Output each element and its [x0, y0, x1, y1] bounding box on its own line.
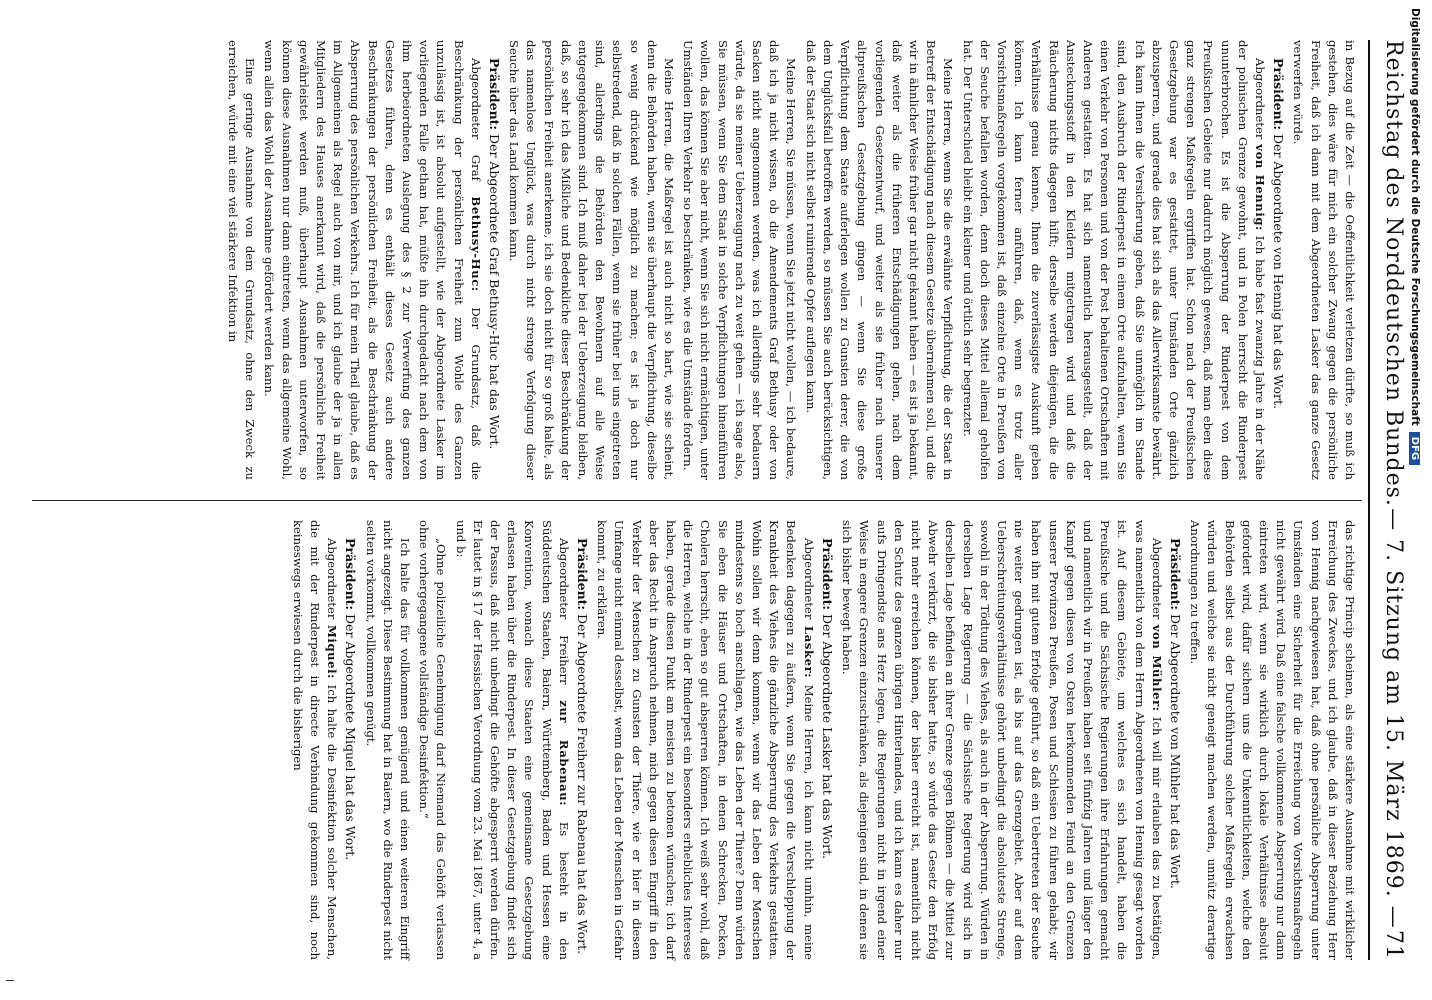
paragraph	[593, 520, 817, 960]
paragraph	[289, 520, 341, 960]
speaker-heading	[1167, 520, 1184, 960]
speaker-title: Abgeordneter Freiherr	[556, 538, 571, 685]
paragraph-text: Es besteht in den Süddeutschen Staaten, Baiern, Württemberg, Baden und Hessen eine Konvention, wonach diese Staaten eine gemeinsame Gesetzgebung erlassen haben über die Rinderpest. In dieser Gesetzgebung findet sich der Passus, daß nicht unbedingt die Gehöfte abgesperrt werden dürfen. Er lautet in § 17 der Hessischen Verordnung vom 23. Mai 1867, unter 4, a und b:	[453, 520, 571, 960]
paragraph	[679, 40, 799, 480]
heading-text: Der Abgeordnete Miquel hat das Wort.	[343, 614, 359, 861]
heading-text: Der Abgeordnete Freiherr zur Rabenau hat das Wort.	[575, 614, 591, 955]
right-column	[287, 520, 1358, 960]
speaker-heading	[342, 520, 359, 960]
paragraph-text: Meine Herren, die Maßregel ist auch nicht so hart, wie sie scheint, denn die Behörden haben, wenn sie überhaupt die Verpflichtung, dieselbe so wenig drückend wie möglich zu machen; es ist ja doch nur selbstredend, daß in solchen Fällen, wenn sie früher bei uns eingetreten sind, allerdings die Behörden den Bewohnern auf alle Weise entgegengekommen sind. Ich muß daher bei der Ueberzeugung bleiben, daß, so sehr ich das Mißliche und Bedenkliche dieser Beschränkung der persönlichen Freiheit anerkenne, ich sie doch nicht für so groß halte, als das namenlose Unglück, was durch nicht strenge Verfolgung dieser Seuche über das Land kommen kann.	[507, 40, 677, 480]
paragraph	[838, 520, 1165, 960]
paragraph	[958, 40, 1268, 480]
paragraph-text: Ich halte das für vollkommen genügend und einen weiteren Eingriff nicht angezeigt. Diese Bestimmung hat in Baiern, wo die Rinderpest nicht selten vorkommt, vollkommen genügt.	[363, 520, 413, 960]
heading-text: Der Abgeordnete Graf Bethusy-Huc hat das Wort.	[487, 134, 503, 450]
speaker-title: Abgeordneter	[801, 538, 816, 620]
paragraph	[802, 40, 957, 480]
heading-label: Präsident:	[343, 538, 359, 611]
header-rule	[1368, 40, 1370, 960]
speaker-heading	[574, 520, 591, 960]
paragraph-text: „Ohne polizeiliche Genehmigung darf Niemand das Gehöft verlassen ohne vorhergegangene vollständige Desinfektion.“	[417, 520, 449, 960]
dfg-logo: DFG	[1410, 432, 1421, 465]
paragraph-text: das richtige Princip scheinen, als eine stärkere Ausnahme mit wirklicher Erreichung des Zweckes, und ich glaube, daß in dieser Beziehung Herr von Hennig nachgewiesen hat, daß ohne persönliche Absperrung unter Umständen eine Sicherheit für die Erreichung von Vorsichtsmaßregeln nicht gewährt wird. Daß eine falsche vollkommene Absperrung nur dann eintreten wird, wenn sie wirklich durch lokale Verhältnisse absolut gefordert wird, dafür sichern uns die Unkenntlichkeiten, welche den Behörden selbst aus der Durchführung solcher Maßregeln erwachsen würden und welche sie nicht geneigt machen werden, unnütz derartige Anordnungen zu treffen.	[1188, 520, 1357, 960]
speaker-name: Bethusy-Huc:	[468, 196, 483, 292]
speaker-name: Lasker:	[801, 626, 816, 679]
paragraph-text: Eine geringe Ausnahme von dem Grundsatz, ohne den Zweck zu erreichen, würde mit eine viel stärkere Infektion in	[226, 40, 258, 480]
speaker-heading	[819, 520, 836, 960]
column-divider	[32, 500, 1362, 501]
speaker-title: Abgeordneter	[1252, 58, 1267, 140]
speaker-name: von Mühler:	[1149, 624, 1164, 712]
header-left-title: Reichstag des Norddeutschen Bundes.	[1381, 40, 1407, 507]
speaker-name: Miquel:	[325, 625, 340, 680]
speaker-title: Abgeordneter	[1149, 538, 1164, 620]
header-center-title: — 7. Sitzung am 15. März 1869. —	[1381, 508, 1407, 929]
speaker-heading	[1270, 40, 1287, 480]
paragraph-text: Ich halte die Desinfektion solcher Menschen, die mit der Rinderpest in directe Verbindung gekommen sind, noch keineswegs erwiesen durch die bisherigen	[290, 520, 340, 961]
heading-label: Präsident:	[487, 58, 503, 131]
paragraph	[415, 520, 449, 960]
heading-text: Der Abgeordnete von Hennig hat das Wort.	[1271, 134, 1287, 409]
speaker-title: Abgeordneter	[325, 538, 340, 620]
left-column	[222, 40, 1358, 480]
paragraph-text: Der Grundsatz, daß die Beschränkung der persönlichen Freiheit zum Wohle des Ganzen unzulässig ist, ist absolut aufgestellt, wie der Abgeordnete Lasker im vorliegenden Falle gethan hat, müßte ihn durchgedacht nach dem von ihm herbeiordneten Auslegung des § 2 zur Verwerfung des ganzen Gesetzes führen, denn es enthält dieses Gesetz auch andere Beschränkungen der persönlichen Freiheit, als die Beschränkung der Absperrung des persönlichen Verkehrs. Ich für mein Theil glaube, daß es im Allgemeinen als Regel auch von mir, und ich glaube der ja in allen Mitgliedern des Hauses anerkannt wird, daß die persönliche Freiheit gewährleistet werden muß, überhaupt Ausnahmen unterworfen, so können diese Ausnahmen nur dann eintreten, wenn das allgemeine Wohl, wenn allein das Wohl der Ausnahme gefördert werden kann.	[262, 40, 483, 481]
heading-label: Präsident:	[1271, 58, 1287, 131]
heading-label: Präsident:	[575, 538, 591, 611]
heading-text: Der Abgeordnete Lasker hat das Wort.	[819, 614, 835, 860]
heading-label: Präsident:	[1167, 538, 1183, 611]
paragraph-text: Ich will mir erlauben das zu bestätigen, was namentlich von dem Herrn Abgeordneten von Hennig gesagt worden ist. Auf diesem Gebiete, um welches es sich handelt, haben die Preußische und die Sächsische Regierungen ihre Erfahrungen gemacht und namentlich wir in Preußen haben seit fünfzig Jahren und länger den Kampf gegen diesen von Osten herkommenden Feind an den Grenzen unserer Provinzen Preußen, Posen und Schlesien zu führen gehabt; wir haben ihn mit gutem Erfolge geführt, so daß ein Uebertreten der Seuche nie weiter gedrungen ist, als bis auf das Grenzgebiet. Aber auf dem Ueberschreitungsverhältnisse gehört unbedingt die absoluteste Strenge, sowohl in der Tödtung des Viehes, als auch in der Absperrung. Würden in derselben Lage Regierung — die Sächsische Regierung wird sich in derselben Lage befinden an ihrer Grenze gegen Böhmen — die Mittel zur Abwehr verkürzt, die sie bisher hatte, so würde das Gesetz den Erfolg nicht mehr erreichen können, der bisher erreicht ist, namentlich nicht den Schutz des ganzen übrigen Hinterlandes, und ich kann es daher nur aufs Dringendste ans Herz legen, die Regierungen nicht in irgend einer Weise in engere Grenzen einzuschränken, als diejenigen sind, in denen sie sich bisher bewegt haben.	[840, 520, 1164, 960]
paragraph-text: Meine Herren, ich kann nicht umhin, meine Bedenken dagegen zu äußern, wenn Sie gegen die Verschleppung der Krankheit des Viehes die gänzliche Absperrung des Verkehrs gestatten. Wohin sollen wir denn kommen, wenn wir das Leben der Menschen mindestens so hoch anschlagen, wie das Leben der Thiere? Denn würden Sie eben die Häuser und Ortschaften, in denen Schrecken, Pocken, Cholera herrscht, eben so gut absperren können. Ich weiß sehr wohl, daß die Herren, welche in der Rinderpest ein besonders erhebliches Interesse haben, gerade diesen Punkt am meisten zu betonen wünschen; ich darf aber das Recht in Anspruch nehmen, mich gegen diesen Eingriff in den Verkehr der Menschen zu Gunsten der Thiere, wie er hier in diesem Umfange nicht einmal desselbst, wenn das Leben der Menschen in Gefahr kommt, zu erklären.	[595, 520, 816, 961]
page-number: 71	[1381, 930, 1407, 960]
paragraph-text: Ich habe fast zwanzig Jahre in der Nähe der polnischen Grenze gewohnt, und in Polen herrscht die Rinderpest ununterbrochen. Es ist die Absperrung der Rinderpest von dem Preußischen Gebiete nur dadurch möglich gewesen, daß man eben diese ganz strengen Maßregeln ergriffen hat. Schon nach der Preußischen Gesetzgebung war es gestattet, unter Umständen Orte gänzlich abzusperren, und gerade dies hat sich als das Allerwirksamste bewährt. Ich kann Ihnen die Versicherung geben, daß Sie unmöglich im Stande sind, den Ausbruch der Rinderpest in einem Orte aufzuhalten, wenn Sie einen Verkehr von Personen und von der Post behaltenen Ortschaften mit Anderen gestatten. Es hat sich namentlich herausgestellt, daß der Ansteckungsstoff in den Kleidern mitgetragen wird und daß die Räucherung nichts dagegen hilft; derselbe werden diejenigen, die die Verhältnisse genau kennen, Ihnen die zuverlässigste Auskunft geben können. Ich kann ferner anführen, daß, wenn es trotz aller Vorsichtsmaßregeln vorgekommen ist, daß einzelne Orte in Preußen von der Seuche befallen worden, denn doch dieses Mittel allemal geholfen hat. Der Unterschied bleibt ein kleiner und örtlich sehr begrenzter.	[960, 40, 1267, 480]
credit-text: Digitalisierung gefördert durch die Deutsche Forschungsgemeinschaft	[1409, 8, 1421, 426]
digitization-credit	[1405, 8, 1425, 992]
heading-label: Präsident:	[819, 538, 835, 611]
paragraph-text: Meine Herren, Sie müssen, wenn Sie jetzt nicht wollen, — ich bedaure, daß ich ja nicht wissen, ob die Amendements Graf Bethusy oder von Sacken nicht angenommen werden, was ich allerdings sehr bedauern würde, da sie meiner Ueberzeugung nach zu weit gehen — ich sage also, Sie müssen, wenn Sie dem Staat in solche Verpflichtungen hineinführen wollen, das können Sie aber nicht, wenn Sie sich nicht ermächtigen, unter Umständen Ihren Verkehr so beschränken, wie es die Umstände fordern.	[681, 40, 799, 480]
speaker-name: von Hennig:	[1252, 144, 1267, 231]
paragraph-text: Meine Herren, wenn Sie die erwähnte Verpflichtung, die der Staat in Betreff der Entschädigung nach diesem Gesetze übernehmen soll, und die wir in ähnlicher Weise früher gar nicht gekannt haben — es ist ja bekannt, daß weiter als die früheren Entschädigungen gehen, nach dem vorliegenden Gesetzentwurf, und weiter als sie früher nach unserer altpreußischen Gesetzgebung gingen — wenn Sie diese große Verpflichtung dem Staate auferlegen wollen zu Gunsten derer, die von dem Unglücksfall betroffen werden, so müssen Sie auch berücksichtigen, daß der Staat sich nicht selbst ruinirende Opfer auflegen kann.	[803, 40, 956, 480]
paragraph	[505, 40, 677, 480]
heading-text: Der Abgeordnete von Mühler hat das Wort.	[1167, 614, 1183, 889]
paragraph	[361, 520, 413, 960]
speaker-name: zur Rabenau:	[556, 700, 571, 807]
paragraph	[1289, 40, 1358, 480]
scan-edge-mark	[6, 980, 14, 989]
paragraph	[260, 40, 484, 480]
paragraph	[224, 40, 258, 480]
paragraph	[451, 520, 571, 960]
speaker-heading	[486, 40, 503, 480]
paragraph-text: in Bezug auf die Zeit — die Oeffentlichkeit verletzen dürfte, so muß ich gestehen, dies wäre für mich ein solcher Zwang gegen die persönliche Freiheit, daß ich dann mit dem Abgeordneten Lasker das ganze Gesetz verwerfen würde.	[1291, 40, 1357, 480]
speaker-title: Abgeordneter Graf	[468, 58, 483, 181]
paragraph	[1186, 520, 1358, 960]
